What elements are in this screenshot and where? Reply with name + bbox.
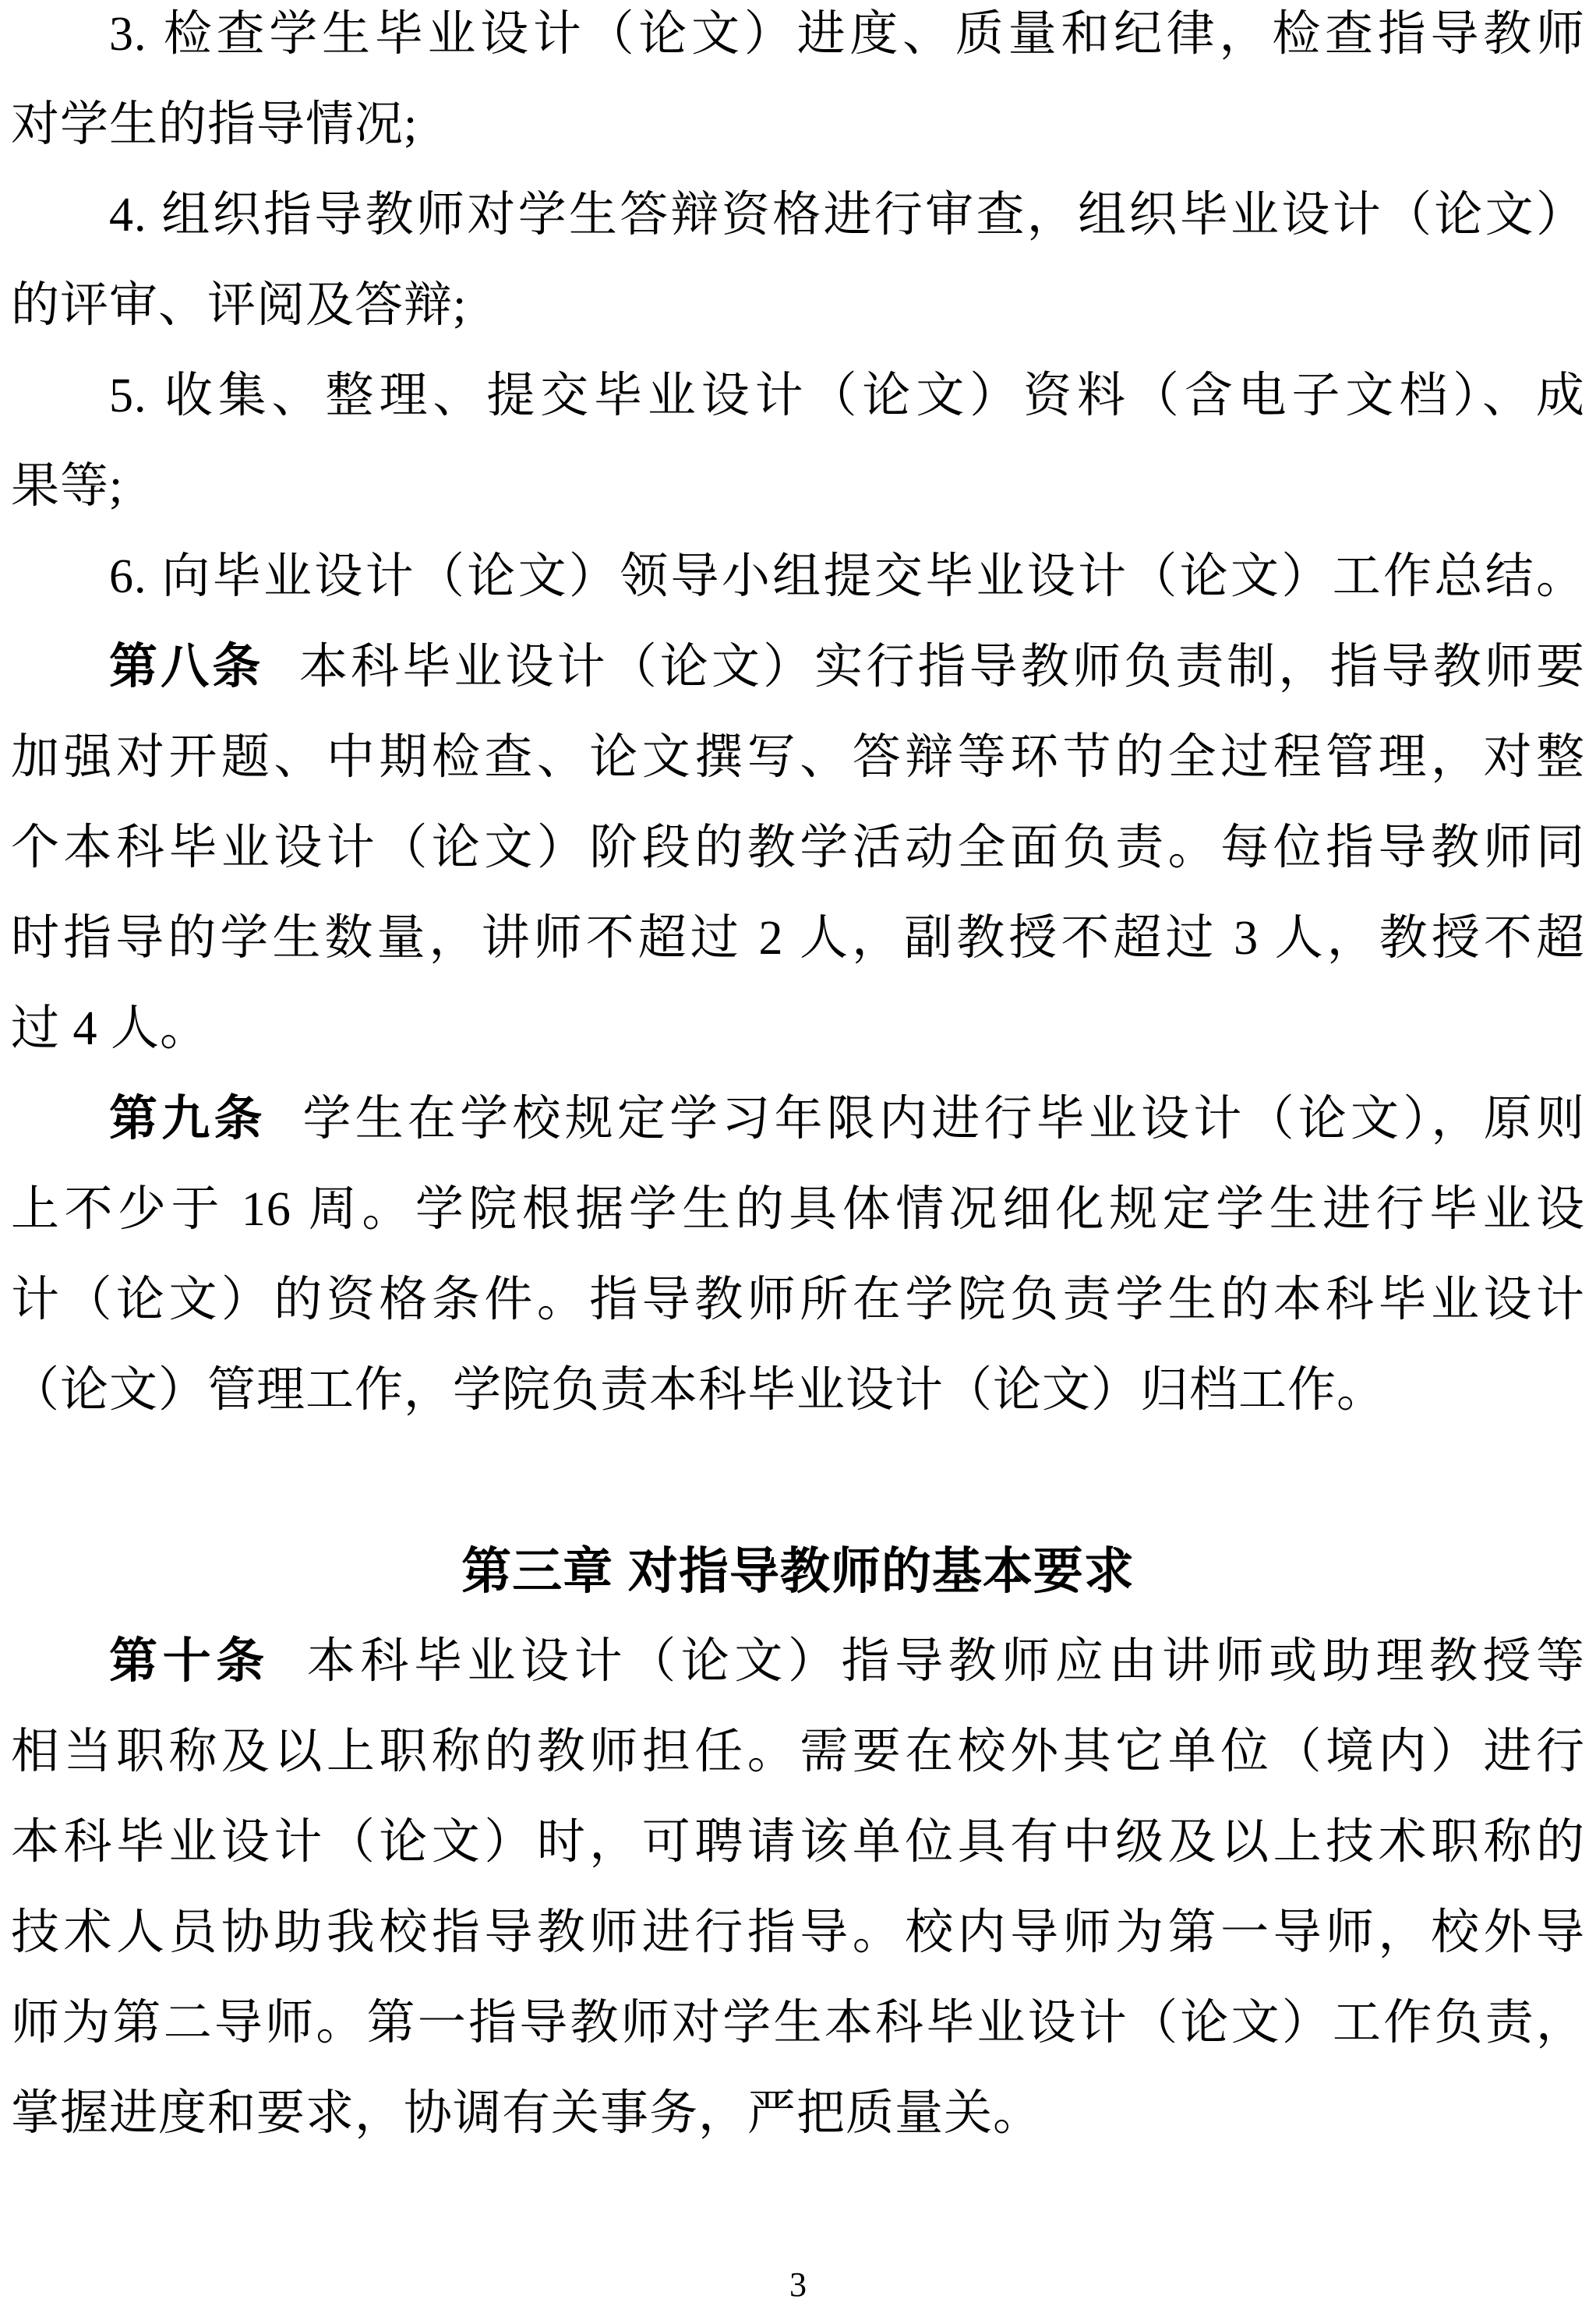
body-text: 过 4 人。 (11, 1002, 210, 1055)
body-text: 3. 检查学生毕业设计（论文）进度、质量和纪律，检查指导教师 (109, 8, 1585, 61)
body-text: 计（论文）的资格条件。指导教师所在学院负责学生的本科毕业设计 (11, 1273, 1585, 1326)
document-line (11, 1978, 1585, 2068)
article-number-text: 第三章 对指导教师的基本要求 (461, 1543, 1135, 1599)
document-line (11, 1616, 1585, 1707)
document-line (11, 1345, 1585, 1435)
document-line (11, 2068, 1585, 2159)
body-text: 本科毕业设计（论文）指导教师应由讲师或助理教授等 (289, 1635, 1585, 1688)
document-text-block (11, 0, 1585, 2159)
body-text: 对学生的指导情况; (11, 98, 418, 151)
document-line (11, 893, 1585, 983)
document-line (11, 1164, 1585, 1255)
body-text: 4. 组织指导教师对学生答辩资格进行审查，组织毕业设计（论文） (109, 189, 1585, 242)
body-text: 的评审、评阅及答辩; (11, 279, 468, 332)
document-line (11, 531, 1585, 622)
document-line (11, 1074, 1585, 1164)
body-text: 加强对开题、中期检查、论文撰写、答辩等环节的全过程管理，对整 (11, 731, 1585, 784)
body-text: 师为第二导师。第一指导教师对学生本科毕业设计（论文）工作负责， (11, 1997, 1585, 2050)
document-line (11, 1255, 1585, 1345)
body-text: 技术人员协助我校指导教师进行指导。校内导师为第一导师，校外导 (11, 1906, 1585, 1959)
article-number-text: 第九条 (109, 1093, 267, 1146)
blank-line (11, 1435, 1585, 1526)
article-number-text: 第十条 (109, 1635, 270, 1688)
article-number-text: 第八条 (109, 641, 264, 694)
body-text: 5. 收集、整理、提交毕业设计（论文）资料（含电子文档）、成 (109, 369, 1585, 422)
body-text: 上不少于 16 周。学院根据学生的具体情况细化规定学生进行毕业设 (11, 1183, 1585, 1236)
document-line (11, 983, 1585, 1074)
document-line (11, 1707, 1585, 1797)
body-text: 相当职称及以上职称的教师担任。需要在校外其它单位（境内）进行 (11, 1725, 1585, 1778)
chapter-heading (11, 1526, 1585, 1616)
document-line (11, 170, 1585, 260)
body-text: （论文）管理工作，学院负责本科毕业设计（论文）归档工作。 (11, 1364, 1386, 1417)
body-text: 6. 向毕业设计（论文）领导小组提交毕业设计（论文）工作总结。 (109, 550, 1585, 603)
body-text: 时指导的学生数量，讲师不超过 2 人，副教授不超过 3 人，教授不超 (11, 912, 1585, 965)
document-line (11, 79, 1585, 170)
document-line (11, 803, 1585, 893)
document-line (11, 712, 1585, 803)
body-text: 个本科毕业设计（论文）阶段的教学活动全面负责。每位指导教师同 (11, 821, 1585, 874)
body-text: 本科毕业设计（论文）时，可聘请该单位具有中级及以上技术职称的 (11, 1816, 1585, 1869)
document-line (11, 1797, 1585, 1887)
body-text: 学生在学校规定学习年限内进行毕业设计（论文），原则 (286, 1093, 1585, 1146)
document-line (11, 260, 1585, 351)
page-number: 3 (789, 2265, 807, 2304)
document-line (11, 1887, 1585, 1978)
body-text: 果等; (11, 460, 124, 513)
document-line (11, 0, 1585, 79)
document-line (11, 622, 1585, 712)
body-text: 本科毕业设计（论文）实行指导教师负责制，指导教师要 (284, 641, 1585, 694)
document-line (11, 441, 1585, 531)
document-line (11, 351, 1585, 441)
body-text: 掌握进度和要求，协调有关事务，严把质量关。 (11, 2087, 1043, 2140)
